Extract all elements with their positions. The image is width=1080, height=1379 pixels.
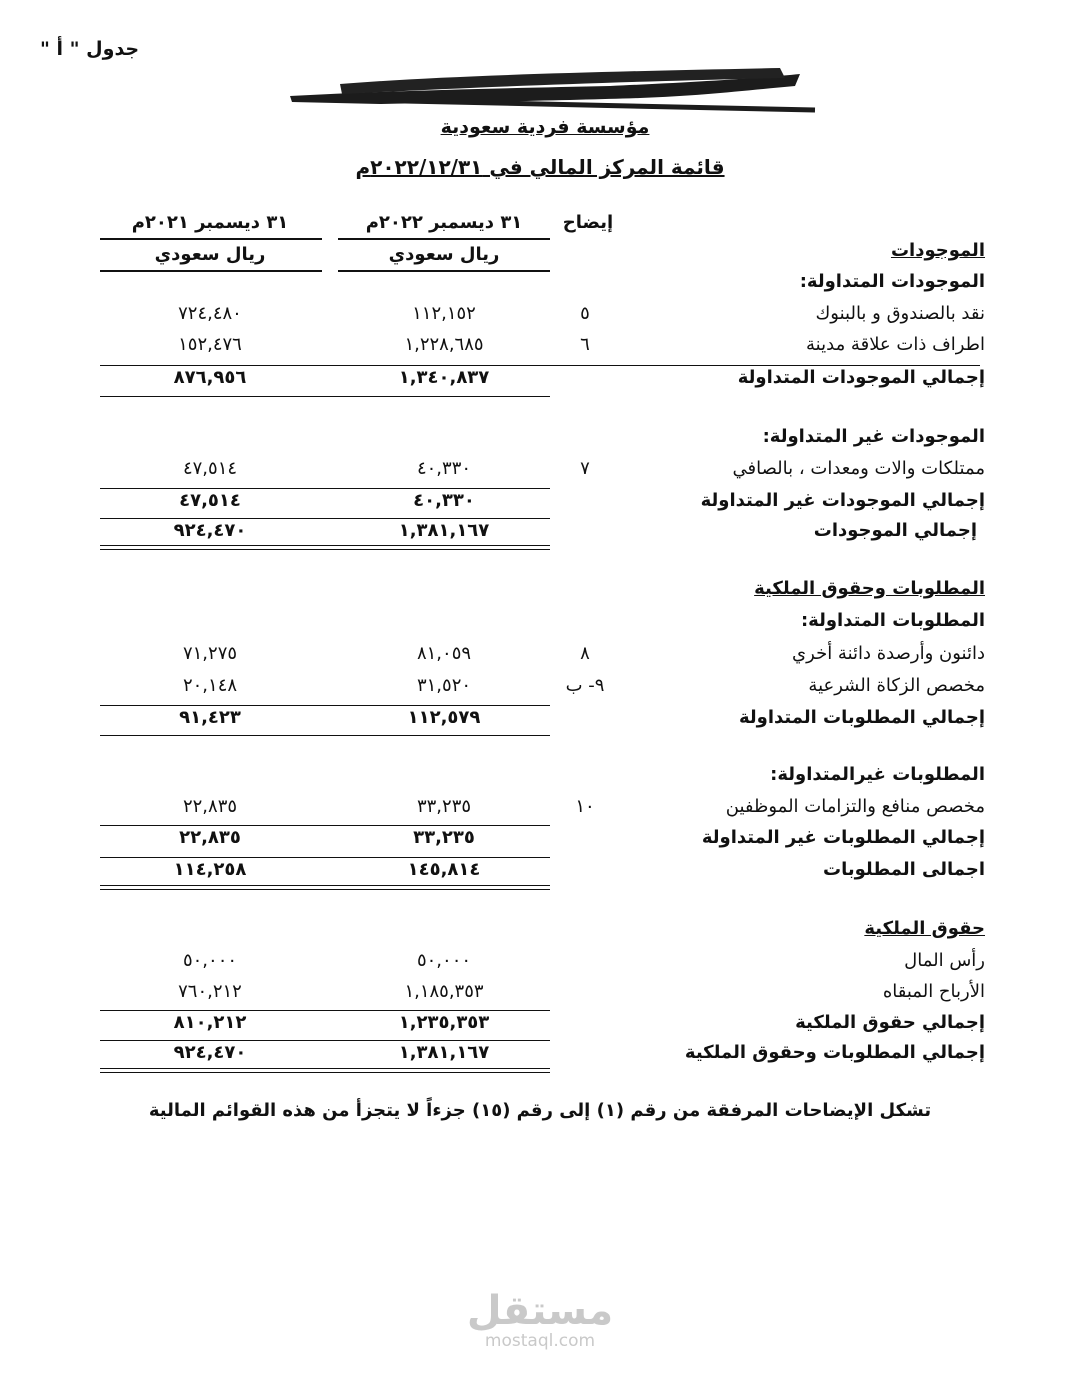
watermark-domain: mostaql.com <box>484 1331 596 1351</box>
value-2022: ٥٠,٠٠٠ <box>416 950 472 971</box>
value-2022: ١١٢,٥٧٩ <box>407 707 481 728</box>
row-label: المطلوبات غيرالمتداولة: <box>770 764 985 785</box>
value-2021: ٩١,٤٢٣ <box>179 707 241 728</box>
value-2022: ٣٣,٢٣٥ <box>413 827 475 848</box>
value-2022: ١,٣٤٠,٨٣٧ <box>398 367 490 388</box>
value-2022: ١,٣٨١,١٦٧ <box>398 1042 490 1063</box>
column-header-2021: ٣١ ديسمبر ٢٠٢١م <box>131 212 289 233</box>
row-label: الأرباح المبقاه <box>882 981 985 1002</box>
row-zakat <box>0 672 1080 702</box>
row-total-assets <box>0 517 1080 547</box>
row-total-liabilities-equity <box>0 1039 1080 1069</box>
row-label: مخصص منافع والتزامات الموظفين <box>725 796 985 817</box>
row-total-noncurrent-liabilities <box>0 824 1080 854</box>
double-rule-total-liabilities <box>100 885 550 890</box>
row-retained-earnings <box>0 978 1080 1008</box>
value-2022: ٣١,٥٢٠ <box>416 675 472 696</box>
currency-2022: ريال سعودي <box>388 244 500 265</box>
row-total-current-assets <box>0 364 1080 394</box>
value-2021: ٢٢,٨٣٥ <box>179 827 241 848</box>
row-note: ٩- ب <box>565 675 605 696</box>
value-2021: ٢٠,١٤٨ <box>182 675 238 696</box>
value-2021: ٩٢٤,٤٧٠ <box>173 520 247 541</box>
section-heading-assets <box>0 237 1080 267</box>
row-payables <box>0 640 1080 670</box>
statement-title: قائمة المركز المالي في ٢٠٢٢/١٢/٣١م <box>355 155 725 179</box>
value-2022: ١,٢٢٨,٦٨٥ <box>404 334 484 355</box>
watermark <box>440 1290 640 1350</box>
row-note: ٨ <box>580 643 590 664</box>
row-total-equity <box>0 1009 1080 1039</box>
watermark-brand: مستقل <box>466 1288 614 1334</box>
table-label: جدول " أ " <box>40 38 140 60</box>
value-2022: ١١٢,١٥٢ <box>412 303 476 324</box>
row-employee-benefits <box>0 793 1080 823</box>
row-label: إجمالي الموجودات المتداولة <box>737 367 985 388</box>
value-2021: ٩٢٤,٤٧٠ <box>173 1042 247 1063</box>
value-2021: ٧٢٤,٤٨٠ <box>178 303 242 324</box>
row-label: الموجودات غير المتداولة: <box>762 426 985 447</box>
row-ppe <box>0 455 1080 485</box>
row-label: إجمالي المطلوبات المتداولة <box>738 707 985 728</box>
row-label: إجمالي الموجودات غير المتداولة <box>700 490 985 511</box>
subheading-current-assets <box>0 268 1080 298</box>
row-label: إجمالي المطلوبات وحقوق الملكية <box>684 1042 985 1063</box>
value-2022: ٤٠,٣٣٠ <box>416 458 472 479</box>
double-rule-liabilities-equity <box>100 1068 550 1073</box>
value-2021: ٧١,٢٧٥ <box>182 643 238 664</box>
row-label: حقوق الملكية <box>864 918 985 939</box>
row-related-parties <box>0 331 1080 361</box>
row-label: إجمالي المطلوبات غير المتداولة <box>701 827 985 848</box>
rule-current-liabilities-bottom <box>100 735 550 736</box>
value-2021: ٧٦٠,٢١٢ <box>178 981 242 1002</box>
value-2022: ١,٢٣٥,٣٥٣ <box>398 1012 490 1033</box>
row-label: الموجودات المتداولة: <box>799 271 985 292</box>
redaction-mark <box>280 60 820 120</box>
row-label: اطراف ذات علاقة مدينة <box>806 334 985 355</box>
currency-2021: ريال سعودي <box>154 244 266 265</box>
footer-note: تشكل الإيضاحات المرفقة من رقم (١) إلى رقم (١٥) جزءاً لا يتجزأ من هذه القوائم المالية <box>148 1100 932 1121</box>
subheading-noncurrent-assets <box>0 423 1080 453</box>
value-2021: ٤٧,٥١٤ <box>179 490 241 511</box>
row-total-liabilities <box>0 856 1080 886</box>
column-header-2022: ٣١ ديسمبر ٢٠٢٢م <box>365 212 523 233</box>
value-2021: ١١٤,٢٥٨ <box>173 859 247 880</box>
value-2022: ١,١٨٥,٣٥٣ <box>404 981 484 1002</box>
subheading-noncurrent-liabilities <box>0 761 1080 791</box>
row-total-current-liabilities <box>0 704 1080 734</box>
row-label: نقد بالصندوق و بالبنوك <box>815 303 985 324</box>
row-label: إجمالي الموجودات <box>813 520 977 541</box>
row-label: دائنون وأرصدة دائنة أخري <box>792 643 985 664</box>
value-2021: ٢٢,٨٣٥ <box>182 796 238 817</box>
row-label: الموجودات <box>890 240 985 261</box>
row-label: مخصص الزكاة الشرعية <box>808 675 985 696</box>
value-2022: ٨١,٠٥٩ <box>416 643 472 664</box>
row-note: ١٠ <box>575 796 595 817</box>
value-2022: ١,٣٨١,١٦٧ <box>398 520 490 541</box>
value-2021: ٤٧,٥١٤ <box>182 458 238 479</box>
value-2021: ١٥٢,٤٧٦ <box>178 334 242 355</box>
rule-current-assets-bottom <box>100 396 550 397</box>
row-label: ممتلكات والات ومعدات ، بالصافي <box>732 458 985 479</box>
note-column-header: إيضاح <box>562 212 614 233</box>
row-capital <box>0 947 1080 977</box>
section-heading-liabilities-equity <box>0 575 1080 605</box>
section-heading-equity <box>0 915 1080 945</box>
row-note: ٧ <box>580 458 590 479</box>
row-note: ٥ <box>580 303 590 324</box>
row-label: المطلوبات المتداولة: <box>800 610 985 631</box>
value-2021: ٥٠,٠٠٠ <box>182 950 238 971</box>
row-note: ٦ <box>580 334 590 355</box>
value-2022: ٤٠,٣٣٠ <box>413 490 475 511</box>
row-total-noncurrent-assets <box>0 487 1080 517</box>
value-2022: ٣٣,٢٣٥ <box>416 796 472 817</box>
row-label: إجمالي حقوق الملكية <box>795 1012 985 1033</box>
row-label: رأس المال <box>904 950 985 971</box>
value-2021: ٨١٠,٢١٢ <box>173 1012 247 1033</box>
subheading-current-liabilities <box>0 607 1080 637</box>
double-rule-total-assets <box>100 545 550 550</box>
row-label: اجمالى المطلوبات <box>823 859 985 880</box>
row-cash <box>0 300 1080 330</box>
row-label: المطلوبات وحقوق الملكية <box>754 578 985 599</box>
value-2021: ٨٧٦,٩٥٦ <box>173 367 247 388</box>
value-2022: ١٤٥,٨١٤ <box>407 859 481 880</box>
entity-name: مؤسسة فردية سعودية <box>440 116 650 138</box>
